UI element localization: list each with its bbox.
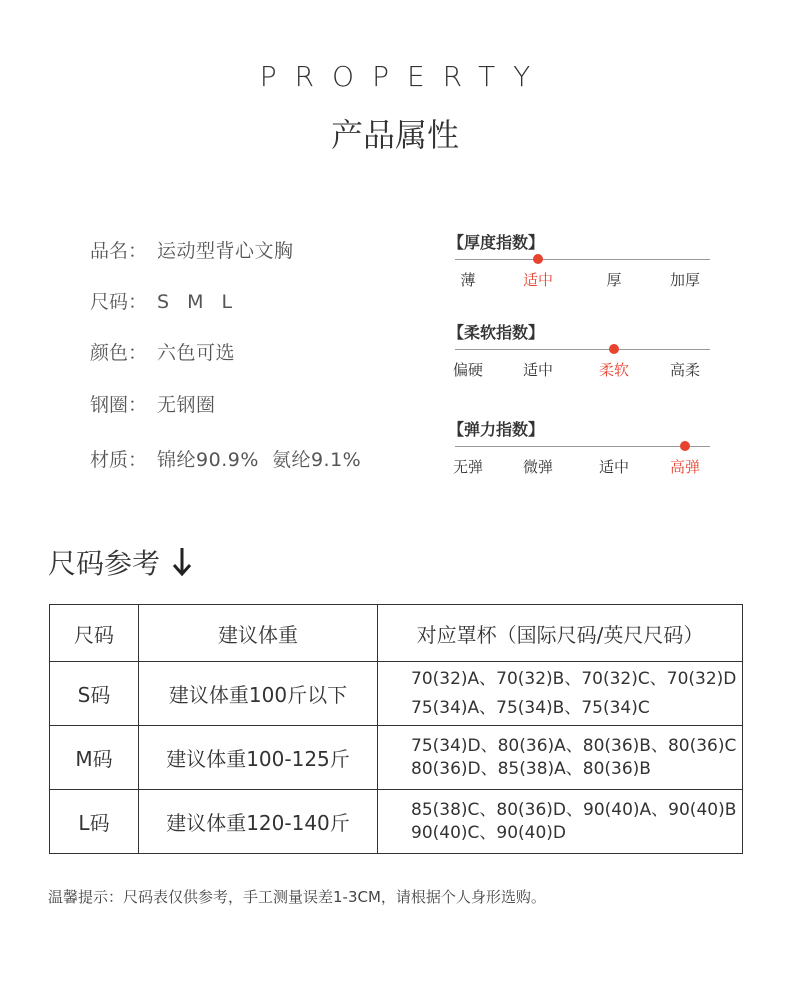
row-weight: 建议体重100-125斤 — [139, 726, 378, 790]
header-weight: 建议体重 — [139, 605, 378, 662]
size-table — [49, 604, 743, 854]
cup-line: 80(36)D、85(38)A、80(36)B — [411, 758, 651, 779]
attr-value: 无钢圈 — [157, 394, 216, 416]
row-cups — [378, 726, 743, 790]
attr-value: 运动型背心文胸 — [157, 240, 294, 262]
index-label: 薄 — [460, 271, 476, 289]
index-label: 微弹 — [522, 458, 553, 476]
attr-value: S M L — [157, 291, 239, 313]
cup-line: 90(40)C、90(40)D — [411, 822, 567, 843]
attr-wire — [90, 390, 216, 417]
index-label: 高弹 — [669, 458, 700, 476]
index-scale-line — [455, 259, 710, 260]
row-cups — [378, 790, 743, 854]
attr-label: 尺码： — [90, 291, 148, 313]
index-title: 【柔软指数】 — [448, 323, 545, 342]
index-label: 适中 — [522, 361, 553, 379]
index-title: 【厚度指数】 — [448, 233, 545, 252]
cup-line: 70(32)A、70(32)B、70(32)C、70(32)D — [411, 668, 737, 689]
attr-label: 材质： — [90, 449, 148, 471]
attr-size — [90, 287, 238, 314]
arrow-down-icon — [171, 547, 193, 577]
attr-material — [90, 445, 361, 472]
index-scale-line — [455, 446, 710, 447]
index-scale-line — [455, 349, 710, 350]
attr-label: 品名： — [90, 240, 148, 262]
table-row — [50, 662, 743, 726]
row-weight: 建议体重120-140斤 — [139, 790, 378, 854]
row-cups — [378, 662, 743, 726]
row-size: S码 — [50, 662, 139, 726]
header-cups: 对应罩杯（国际尺码/英尺尺码） — [378, 605, 743, 662]
size-reference-title: 尺码参考 — [48, 547, 161, 580]
row-size: L码 — [50, 790, 139, 854]
index-label: 柔软 — [598, 361, 629, 379]
table-header-row — [50, 605, 743, 662]
row-weight: 建议体重100斤以下 — [139, 662, 378, 726]
index-label: 适中 — [598, 458, 629, 476]
attr-name — [90, 236, 294, 263]
index-label: 高柔 — [669, 361, 700, 379]
cup-line: 75(34)D、80(36)A、80(36)B、80(36)C — [411, 735, 737, 756]
size-tip: 温馨提示：尺码表仅供参考，手工测量误差1-3CM，请根据个人身形选购。 — [48, 888, 546, 906]
index-label: 偏硬 — [452, 361, 483, 379]
index-label: 无弹 — [452, 458, 483, 476]
attr-label: 颜色： — [90, 342, 148, 364]
row-size: M码 — [50, 726, 139, 790]
property-title-en: PROPERTY — [259, 60, 549, 93]
table-row — [50, 790, 743, 854]
attr-value: 锦纶90.9% 氨纶9.1% — [157, 449, 362, 471]
attr-label: 钢圈： — [90, 394, 148, 416]
index-title: 【弹力指数】 — [448, 420, 545, 439]
cup-line: 75(34)A、75(34)B、75(34)C — [411, 697, 650, 718]
index-marker-dot — [680, 441, 690, 451]
attr-color — [90, 338, 235, 365]
attr-value: 六色可选 — [157, 342, 236, 364]
index-label: 适中 — [522, 271, 553, 289]
index-label: 加厚 — [669, 271, 700, 289]
index-marker-dot — [533, 254, 543, 264]
table-row — [50, 726, 743, 790]
index-label: 厚 — [606, 271, 622, 289]
cup-line: 85(38)C、80(36)D、90(40)A、90(40)B — [411, 799, 737, 820]
property-title-cn: 产品属性 — [330, 116, 459, 154]
index-marker-dot — [609, 344, 619, 354]
header-size: 尺码 — [50, 605, 139, 662]
